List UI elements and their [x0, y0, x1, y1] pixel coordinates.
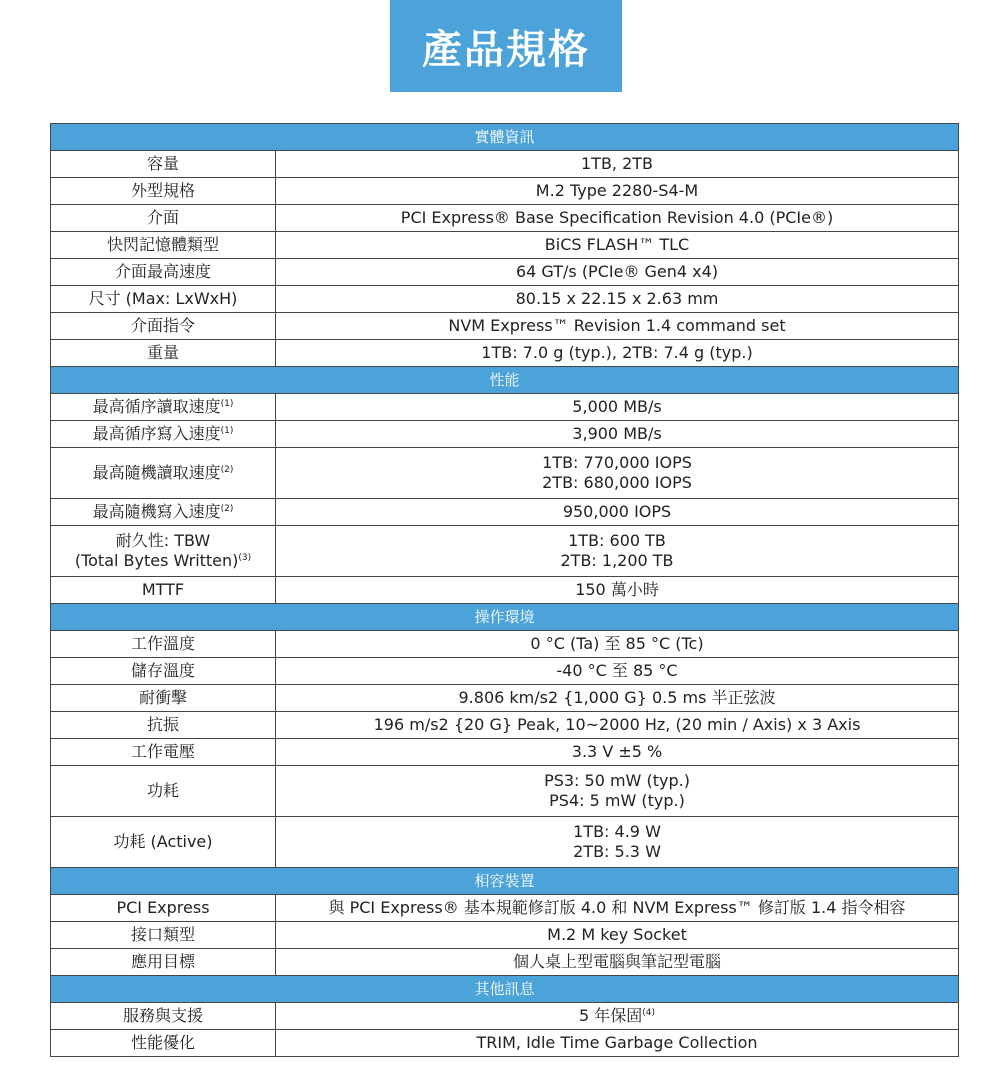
spec-row — [51, 178, 959, 205]
spec-value — [280, 453, 954, 473]
spec-label-cell — [51, 1003, 276, 1030]
spec-label-text: 介面指令 — [130, 316, 195, 335]
spec-label-cell — [51, 286, 276, 313]
spec-value-text: 1TB: 7.0 g (typ.), 2TB: 7.4 g (typ.) — [481, 343, 753, 362]
spec-value — [280, 531, 954, 551]
spec-value-text: 2TB: 1,200 TB — [560, 551, 674, 570]
spec-value-text: 1TB: 4.9 W — [573, 822, 661, 841]
spec-value-text: 2TB: 680,000 IOPS — [542, 473, 692, 492]
spec-label-text: 耐衝擊 — [138, 688, 187, 707]
spec-row — [51, 658, 959, 685]
spec-value — [280, 952, 954, 972]
spec-label-text: (Total Bytes Written) — [74, 551, 239, 570]
spec-label-cell — [51, 685, 276, 712]
footnote-marker: (1) — [220, 399, 234, 409]
spec-label-text: 性能優化 — [130, 1033, 195, 1052]
section-header-row — [51, 976, 959, 1003]
spec-label — [55, 316, 271, 336]
spec-value-cell — [276, 448, 959, 499]
spec-label-cell — [51, 1030, 276, 1057]
spec-label-text: 耐久性: TBW — [115, 531, 211, 550]
spec-row — [51, 286, 959, 313]
spec-label-cell — [51, 499, 276, 526]
spec-label-text: 外型規格 — [130, 181, 195, 200]
spec-value-cell — [276, 205, 959, 232]
spec-label — [55, 551, 271, 571]
spec-label-cell — [51, 739, 276, 766]
spec-value-text: 個人桌上型電腦與筆記型電腦 — [513, 952, 722, 971]
footnote-marker: (2) — [220, 504, 234, 514]
spec-label — [55, 154, 271, 174]
spec-label-text: 儲存溫度 — [130, 661, 195, 680]
spec-label-cell — [51, 949, 276, 976]
spec-value-cell — [276, 949, 959, 976]
spec-value — [280, 580, 954, 600]
spec-label-text: 重量 — [146, 343, 179, 362]
spec-row — [51, 817, 959, 868]
spec-label-text: 服務與支援 — [122, 1006, 203, 1025]
spec-label-text: 介面最高速度 — [114, 262, 211, 281]
spec-label — [55, 208, 271, 228]
spec-row — [51, 151, 959, 178]
spec-label — [55, 502, 271, 522]
spec-label-cell — [51, 340, 276, 367]
spec-value-cell — [276, 712, 959, 739]
spec-label-text: 功耗 (Active) — [113, 832, 213, 851]
spec-row — [51, 739, 959, 766]
spec-value — [280, 316, 954, 336]
spec-value — [280, 822, 954, 842]
spec-value-cell — [276, 313, 959, 340]
spec-value-cell — [276, 685, 959, 712]
spec-value-cell — [276, 178, 959, 205]
spec-label — [55, 343, 271, 363]
spec-label-cell — [51, 313, 276, 340]
spec-label-cell — [51, 526, 276, 577]
spec-value-cell — [276, 340, 959, 367]
spec-value — [280, 235, 954, 255]
spec-value — [280, 208, 954, 228]
spec-value-cell — [276, 817, 959, 868]
spec-value-cell — [276, 499, 959, 526]
spec-label-cell — [51, 577, 276, 604]
spec-value-text: 150 萬小時 — [575, 580, 659, 599]
spec-label-text: 應用目標 — [130, 952, 195, 971]
spec-table-body — [51, 124, 959, 1057]
spec-label-text: 最高隨機寫入速度 — [92, 502, 221, 521]
spec-value — [280, 842, 954, 862]
spec-value-text: 5,000 MB/s — [572, 397, 662, 416]
page-title: 產品規格 — [422, 26, 590, 73]
spec-value-text: 1TB: 600 TB — [568, 531, 666, 550]
spec-label-text: 容量 — [146, 154, 179, 173]
spec-value-cell — [276, 631, 959, 658]
spec-value — [280, 898, 954, 918]
spec-value-text: 0 °C (Ta) 至 85 °C (Tc) — [530, 634, 704, 653]
spec-value — [280, 262, 954, 282]
spec-value-cell — [276, 766, 959, 817]
footnote-marker: (1) — [220, 426, 234, 436]
section-header-row — [51, 868, 959, 895]
spec-label-cell — [51, 232, 276, 259]
spec-value-text: BiCS FLASH™ TLC — [544, 235, 690, 254]
section-header-row — [51, 124, 959, 151]
spec-row — [51, 922, 959, 949]
spec-value-cell — [276, 232, 959, 259]
spec-value-cell — [276, 259, 959, 286]
spec-label-cell — [51, 766, 276, 817]
spec-value-text: 2TB: 5.3 W — [573, 842, 661, 861]
spec-label — [55, 715, 271, 735]
spec-label-text: 工作溫度 — [130, 634, 195, 653]
section-title: 性能 — [51, 367, 959, 394]
spec-value-text: NVM Express™ Revision 1.4 command set — [448, 316, 786, 335]
footnote-marker: (4) — [642, 1008, 656, 1018]
spec-value-cell — [276, 394, 959, 421]
spec-row — [51, 895, 959, 922]
spec-value-cell — [276, 739, 959, 766]
spec-label — [55, 952, 271, 972]
spec-value-text: 與 PCI Express® 基本規範修訂版 4.0 和 NVM Express™ 修訂版 1.4 指令相容 — [328, 898, 906, 917]
spec-value-cell — [276, 151, 959, 178]
spec-value — [280, 502, 954, 522]
spec-label-text: 功耗 — [146, 781, 179, 800]
spec-label — [55, 289, 271, 309]
spec-label-cell — [51, 922, 276, 949]
spec-value-cell — [276, 1030, 959, 1057]
spec-row — [51, 577, 959, 604]
spec-value-text: 5 年保固 — [578, 1006, 643, 1025]
spec-label — [55, 235, 271, 255]
spec-value-cell — [276, 286, 959, 313]
spec-label-text: 接口類型 — [130, 925, 195, 944]
section-title: 其他訊息 — [51, 976, 959, 1003]
spec-value-cell — [276, 421, 959, 448]
spec-row — [51, 1030, 959, 1057]
spec-value-text: PCI Express® Base Specification Revision 4.0 (PCIe®) — [400, 208, 834, 227]
spec-label — [55, 1033, 271, 1053]
spec-row — [51, 313, 959, 340]
spec-value — [280, 688, 954, 708]
spec-value-text: PS3: 50 mW (typ.) — [544, 771, 690, 790]
spec-value-text: 64 GT/s (PCIe® Gen4 x4) — [515, 262, 719, 281]
spec-label — [55, 925, 271, 945]
spec-value — [280, 289, 954, 309]
spec-value — [280, 791, 954, 811]
spec-label-cell — [51, 151, 276, 178]
spec-label — [55, 181, 271, 201]
spec-value-text: M.2 Type 2280-S4-M — [535, 181, 699, 200]
spec-label — [55, 531, 271, 551]
spec-label-cell — [51, 658, 276, 685]
spec-label-text: PCI Express — [116, 898, 210, 917]
spec-label — [55, 688, 271, 708]
spec-value — [280, 742, 954, 762]
section-header-row — [51, 604, 959, 631]
spec-table — [50, 123, 959, 1057]
spec-row — [51, 685, 959, 712]
spec-value — [280, 181, 954, 201]
spec-row — [51, 259, 959, 286]
spec-row — [51, 232, 959, 259]
spec-label — [55, 1006, 271, 1026]
section-title: 實體資訊 — [51, 124, 959, 151]
spec-value-text: 80.15 x 22.15 x 2.63 mm — [515, 289, 719, 308]
spec-value — [280, 1006, 954, 1026]
spec-value-text: M.2 M key Socket — [547, 925, 687, 944]
spec-row — [51, 448, 959, 499]
spec-label-text: MTTF — [141, 580, 185, 599]
footnote-marker: (2) — [220, 465, 234, 475]
spec-value — [280, 343, 954, 363]
spec-label-cell — [51, 631, 276, 658]
spec-label-text: 最高循序寫入速度 — [92, 424, 221, 443]
spec-value — [280, 473, 954, 493]
spec-value-cell — [276, 526, 959, 577]
spec-label-text: 工作電壓 — [130, 742, 195, 761]
footnote-marker: (3) — [238, 553, 252, 563]
spec-label — [55, 397, 271, 417]
spec-row — [51, 1003, 959, 1030]
spec-label-cell — [51, 259, 276, 286]
spec-row — [51, 949, 959, 976]
spec-label-text: 介面 — [146, 208, 179, 227]
spec-value — [280, 771, 954, 791]
spec-label — [55, 832, 271, 852]
spec-value-text: 1TB, 2TB — [580, 154, 654, 173]
spec-value-text: 9.806 km/s2 {1,000 G} 0.5 ms 半正弦波 — [458, 688, 776, 707]
spec-row — [51, 631, 959, 658]
spec-label — [55, 742, 271, 762]
spec-label — [55, 634, 271, 654]
spec-row — [51, 499, 959, 526]
spec-value — [280, 551, 954, 571]
spec-value-text: -40 °C 至 85 °C — [556, 661, 678, 680]
spec-row — [51, 205, 959, 232]
spec-label-text: 最高循序讀取速度 — [92, 397, 221, 416]
spec-label-cell — [51, 178, 276, 205]
spec-row — [51, 394, 959, 421]
spec-value — [280, 634, 954, 654]
spec-label-cell — [51, 421, 276, 448]
spec-row — [51, 526, 959, 577]
spec-label-cell — [51, 817, 276, 868]
page-title-banner — [390, 0, 622, 92]
spec-label — [55, 580, 271, 600]
spec-value — [280, 154, 954, 174]
spec-value-text: 1TB: 770,000 IOPS — [542, 453, 692, 472]
spec-label — [55, 463, 271, 483]
spec-row — [51, 766, 959, 817]
spec-value-text: PS4: 5 mW (typ.) — [549, 791, 685, 810]
spec-label-cell — [51, 448, 276, 499]
spec-value-cell — [276, 1003, 959, 1030]
spec-value — [280, 661, 954, 681]
spec-value-text: 196 m/s2 {20 G} Peak, 10~2000 Hz, (20 min / Axis) x 3 Axis — [373, 715, 861, 734]
spec-label-cell — [51, 895, 276, 922]
spec-label-cell — [51, 394, 276, 421]
spec-row — [51, 712, 959, 739]
spec-value-cell — [276, 895, 959, 922]
spec-value-cell — [276, 922, 959, 949]
spec-label — [55, 898, 271, 918]
section-header-row — [51, 367, 959, 394]
spec-value-text: 3.3 V ±5 % — [571, 742, 663, 761]
spec-label — [55, 781, 271, 801]
spec-label-cell — [51, 205, 276, 232]
spec-label-text: 快閃記憶體類型 — [106, 235, 219, 254]
spec-value-cell — [276, 577, 959, 604]
spec-value — [280, 925, 954, 945]
spec-row — [51, 340, 959, 367]
spec-value — [280, 397, 954, 417]
spec-row — [51, 421, 959, 448]
spec-label — [55, 262, 271, 282]
spec-label-text: 最高隨機讀取速度 — [92, 463, 221, 482]
section-title: 相容裝置 — [51, 868, 959, 895]
spec-label-cell — [51, 712, 276, 739]
spec-value-text: TRIM, Idle Time Garbage Collection — [476, 1033, 758, 1052]
spec-label — [55, 424, 271, 444]
spec-value-text: 950,000 IOPS — [562, 502, 672, 521]
spec-value — [280, 715, 954, 735]
spec-value — [280, 424, 954, 444]
spec-label-text: 尺寸 (Max: LxWxH) — [88, 289, 238, 308]
spec-value — [280, 1033, 954, 1053]
section-title: 操作環境 — [51, 604, 959, 631]
spec-label-text: 抗振 — [146, 715, 179, 734]
spec-value-cell — [276, 658, 959, 685]
spec-value-text: 3,900 MB/s — [572, 424, 662, 443]
spec-label — [55, 661, 271, 681]
